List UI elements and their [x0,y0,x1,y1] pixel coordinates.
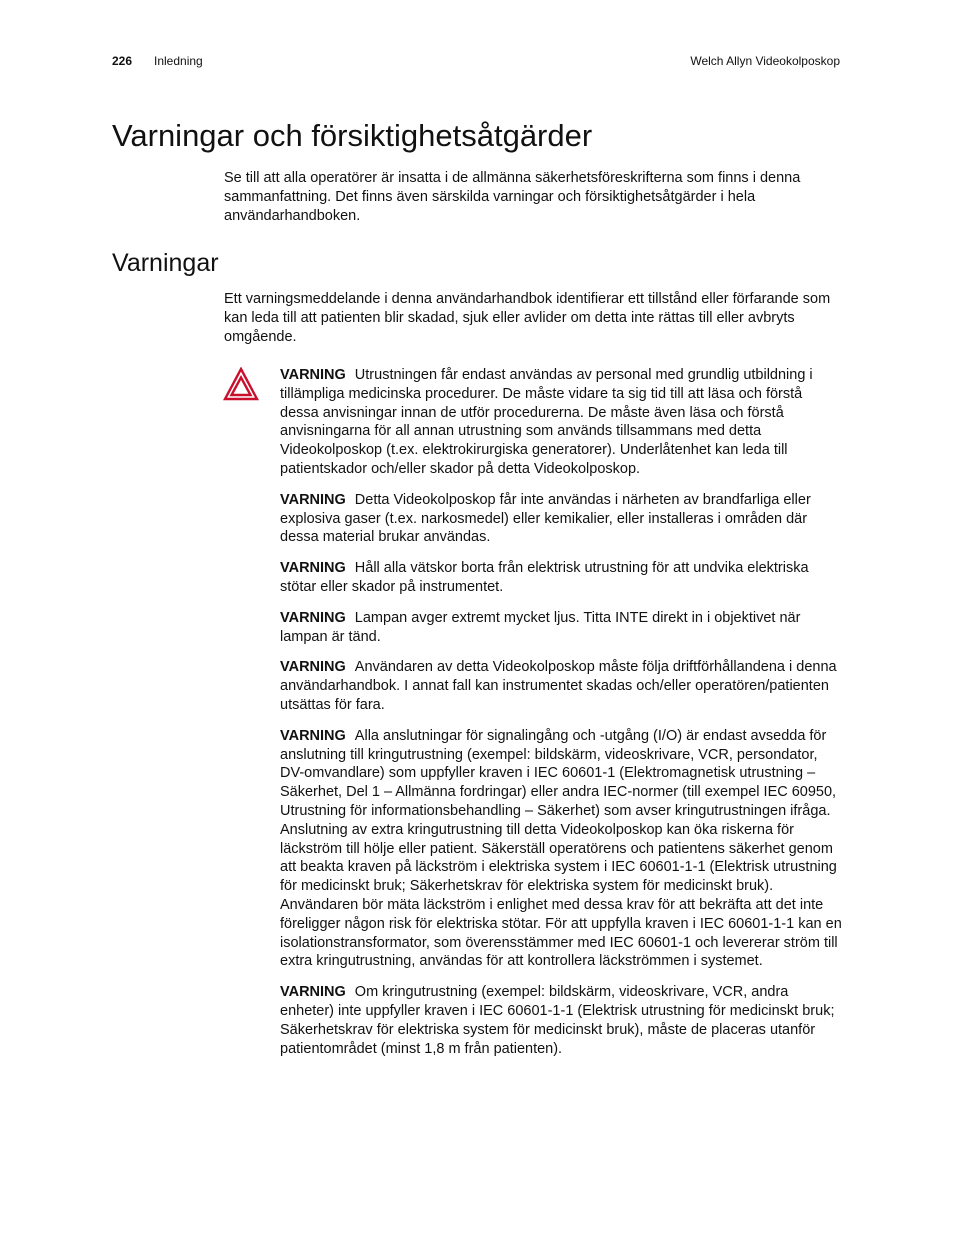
warning-text: Utrustningen får endast användas av personal med grundlig utbildning i tillämpliga medicinska procedurer. De måste vidare ta sig tid till att läsa och förstå dessa anvisningar innan de utför procedurerna. De måste även läsa och förstå anvisningarna för all annan utrustning som används tillsammans med detta Videokolposkop (t.ex. elektrokirurgiska generatorer). Underlåtenhet kan leda till patientskador och/eller skador på detta Videokolposkop. [280,367,813,477]
warning-label: VARNING [280,367,346,383]
warning-text: Om kringutrustning (exempel: bildskärm, videoskrivare, VCR, andra enheter) inte uppfyller kraven i IEC 60601-1-1 (Elektrisk utrustning för medicinskt bruk; Säkerhetskrav för elektriska system för medicinskt bruk), måste de placeras utanför patientområdet (minst 1,8 m från patienten). [280,984,835,1057]
warning-label: VARNING [280,727,346,744]
warnings-description: Ett varningsmeddelande i denna användarhandbok identifierar ett tillstånd eller förfarande som kan leda till att patienten blir skadad, sjuk eller avlider om detta inte rättas till eller avbryts omgående. [224,291,831,345]
intro-paragraph: Se till att alla operatörer är insatta i de allmänna säkerhetsföreskrifterna som finns i denna sammanfattning. Det finns även särskilda varningar och försiktighetsåtgärder i hela användarhandboken. [224,170,801,224]
warning-item [280,727,842,971]
warning-item [280,491,842,547]
warning-label: VARNING [280,984,346,1001]
warning-label: VARNING [280,560,346,577]
warning-text: Håll alla vätskor borta från elektrisk utrustning för att undvika elektriska stötar eller skador på instrumentet. [280,560,809,595]
warning-label: VARNING [280,659,346,676]
warning-label: VARNING [280,609,346,626]
header-section-name: Inledning [154,54,203,68]
header-document-title: Welch Allyn Videokolposkop [690,54,840,68]
page-title: Varningar och försiktighetsåtgärder [112,118,593,153]
warning-label: VARNING [280,491,346,508]
page-header [112,52,840,70]
warning-text: Detta Videokolposkop får inte användas i närheten av brandfarliga eller explosiva gaser (t.ex. narkosmedel) eller kemikalier, eller installeras i områden där dessa material brukar användas. [280,491,811,546]
warning-triangle-icon [223,367,259,401]
warnings-list [280,366,842,1070]
warning-item [280,983,842,1058]
warning-text: Användaren av detta Videokolposkop måste följa driftförhållandena i denna användarhandbok. I annat fall kan instrumentet skadas och/eller operatören/patienten utsättas för fara. [280,659,837,713]
section-title-warnings: Varningar [112,249,219,277]
warning-text: Lampan avger extremt mycket ljus. Titta INTE direkt in i objektivet när lampan är tänd. [280,609,801,645]
warning-item [280,366,842,479]
warning-item [280,658,842,714]
warning-item [280,559,842,597]
page-number: 226 [112,54,133,68]
warning-item [280,609,842,647]
warning-text: Alla anslutningar för signalingång och -utgång (I/O) är endast avsedda för anslutning till kringutrustning (exempel: bildskärm, videoskrivare, VCR, persondator, DV-omvandlare) som uppfyller kraven i IEC 60601-1 (Elektromagnetisk utrustning – Säkerhet, Del 1 – Allmänna fordringar) eller andra IEC-normer (till exempel IEC 60950, Utrustning för informationsbehandling – Säkerhet) som avser kringutrustningen ifråga. Anslutning av extra kringutrustning till detta Videokolposkop kan öka riskerna för läckström till hölje eller patient. Säkerställ operatörens och patientens säkerhet genom att beakta kraven på läckström i elektriska system i IEC 60601-1-1 (Elektrisk utrustning för medicinskt bruk; Säkerhetskrav för elektriska system för medicinskt bruk). Användaren bör mäta läckström i enlighet med dessa krav för att bekräfta att det inte föreligger någon risk för elektriska stötar. För att uppfylla kraven i IEC 60601-1-1 kan en isolationstransformator, som överensstämmer med IEC 60601-1 och levererar ström till extra kringutrustning, användas för att kontrollera läckströmmen i systemet. [280,727,842,970]
